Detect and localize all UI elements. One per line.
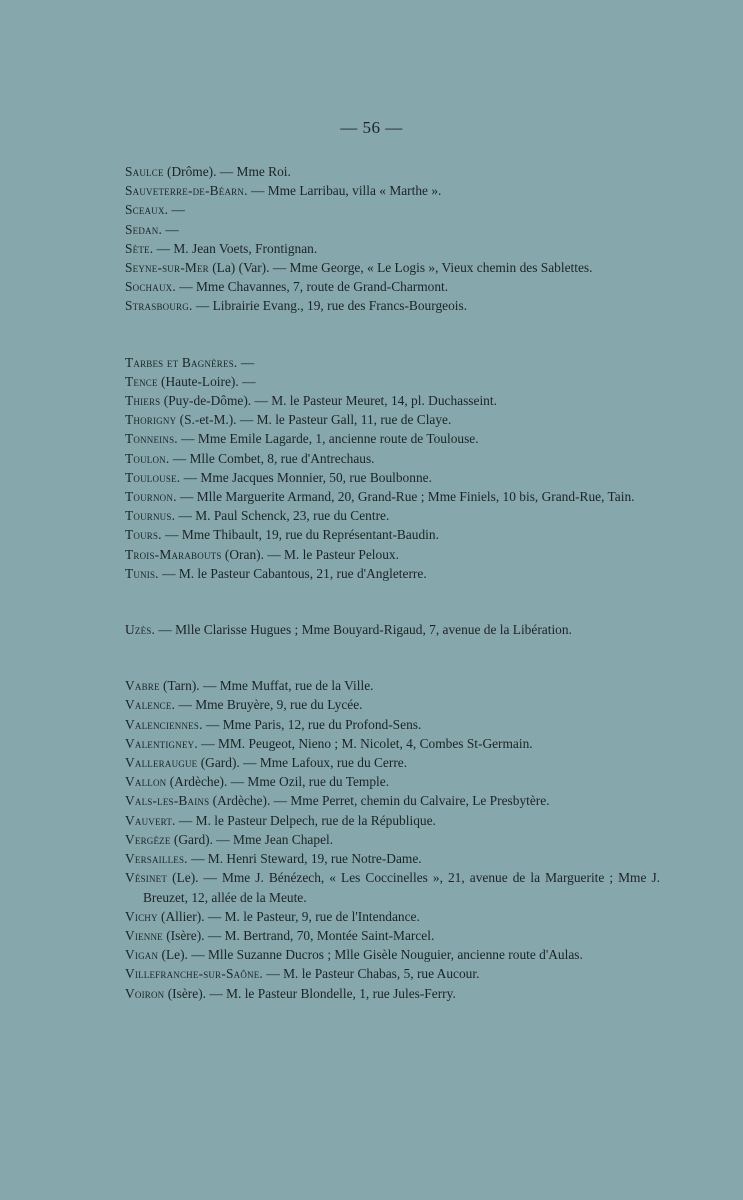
place-name: Sedan.	[125, 221, 162, 237]
directory-entry	[125, 162, 660, 181]
place-name: Valenciennes.	[125, 716, 203, 732]
place-name: Sète.	[125, 240, 154, 256]
directory-entry	[125, 468, 660, 487]
place-name: Vienne	[125, 927, 163, 943]
place-name: Thiers	[125, 393, 161, 409]
place-name: Valleraugue	[125, 755, 198, 771]
directory-entry	[125, 506, 660, 525]
place-name: Tonneins.	[125, 431, 178, 447]
contact-details: —	[168, 202, 185, 218]
place-name: Uzès.	[125, 622, 156, 638]
place-name: Valentigney.	[125, 735, 198, 751]
contact-details: (Ardèche). — Mme Ozil, rue du Temple.	[166, 774, 390, 790]
contact-details: —	[237, 354, 255, 370]
contact-details: — Mme Thibault, 19, rue du Représentant-Baudin.	[161, 527, 439, 543]
contact-details: — M. Henri Steward, 19, rue Notre-Dame.	[187, 851, 422, 867]
place-name: Tunis.	[125, 565, 159, 581]
contact-details: (Allier). — M. le Pasteur, 9, rue de l'Intendance.	[157, 908, 420, 924]
directory-entry	[125, 353, 660, 372]
place-name: Tence	[125, 373, 158, 389]
directory-entry	[125, 620, 660, 639]
directory-entry	[125, 791, 660, 810]
directory-entry	[125, 564, 660, 583]
contact-details: — Mme Larribau, villa « Marthe ».	[247, 183, 442, 199]
directory-entry	[125, 676, 660, 695]
place-name: Seyne-sur-Mer	[125, 260, 209, 276]
contact-details: (Gard). — Mme Jean Chapel.	[170, 831, 334, 847]
directory-entry	[125, 753, 660, 772]
place-name: Vergèze	[125, 831, 171, 847]
contact-details: (Isère). — M. Bertrand, 70, Montée Saint-Marcel.	[162, 927, 435, 943]
place-name: Sauveterre-de-Béarn.	[125, 183, 248, 199]
contact-details: — Mme Paris, 12, rue du Profond-Sens.	[202, 716, 422, 732]
directory-entry	[125, 372, 660, 391]
directory-entry	[125, 849, 660, 868]
directory-entry	[125, 200, 660, 219]
directory-entry	[125, 984, 660, 1003]
contact-details: —	[162, 221, 179, 237]
contact-details: — M. Paul Schenck, 23, rue du Centre.	[175, 508, 390, 524]
contact-details: (Ardèche). — Mme Perret, chemin du Calvaire, Le Presbytère.	[209, 793, 550, 809]
contact-details: (Le). — Mlle Suzanne Ducros ; Mlle Gisèle Nouguier, ancienne route d'Aulas.	[158, 947, 583, 963]
address-directory	[125, 162, 660, 1040]
place-name: Voiron	[125, 985, 165, 1001]
directory-entry	[125, 964, 660, 983]
place-name: Trois-Marabouts	[125, 546, 222, 562]
directory-entry	[125, 945, 660, 964]
directory-entry	[125, 772, 660, 791]
directory-entry	[125, 734, 660, 753]
contact-details: (Le). — Mme J. Bénézech, « Les Coccinelles », 21, avenue de la Marguerite ; Mme J. Breuzet, 12, allée de la Meute.	[143, 870, 660, 905]
contact-details: (Gard). — Mme Lafoux, rue du Cerre.	[197, 755, 408, 771]
place-name: Saulce	[125, 164, 164, 179]
directory-entry	[125, 181, 660, 200]
contact-details: — Mlle Marguerite Armand, 20, Grand-Rue ; Mme Finiels, 10 bis, Grand-Rue, Tain.	[176, 489, 635, 505]
place-name: Tarbes et Bagnères.	[125, 354, 238, 370]
place-name: Vésinet	[125, 870, 168, 886]
place-name: Thorigny	[125, 412, 177, 428]
contact-details: — Mlle Combet, 8, rue d'Antrechaus.	[169, 450, 375, 466]
directory-section	[125, 620, 660, 639]
place-name: Vabre	[125, 678, 160, 694]
place-name: Strasbourg.	[125, 298, 193, 314]
place-name: Vals-les-Bains	[125, 793, 210, 809]
place-name: Valence.	[125, 697, 176, 713]
directory-entry	[125, 926, 660, 945]
place-name: Vauvert.	[125, 812, 176, 828]
place-name: Vichy	[125, 908, 158, 924]
place-name: Toulouse.	[125, 469, 181, 485]
contact-details: — M. le Pasteur Chabas, 5, rue Aucour.	[263, 966, 480, 982]
contact-details: — Mme Jacques Monnier, 50, rue Boulbonne.	[180, 469, 432, 485]
contact-details: — M. le Pasteur Cabantous, 21, rue d'Angleterre.	[158, 565, 427, 581]
place-name: Toulon.	[125, 450, 170, 466]
contact-details: — Mme Bruyère, 9, rue du Lycée.	[175, 697, 363, 713]
place-name: Tournus.	[125, 508, 176, 524]
directory-entry	[125, 220, 660, 239]
contact-details: (Oran). — M. le Pasteur Peloux.	[221, 546, 399, 562]
place-name: Sceaux.	[125, 202, 169, 218]
directory-entry	[125, 391, 660, 410]
directory-section	[125, 353, 660, 583]
contact-details: (S.-et-M.). — M. le Pasteur Gall, 11, rue de Claye.	[176, 412, 452, 428]
directory-entry	[125, 811, 660, 830]
directory-section	[125, 162, 660, 316]
directory-entry	[125, 258, 660, 277]
contact-details: — MM. Peugeot, Nieno ; M. Nicolet, 4, Combes St-Germain.	[197, 735, 533, 751]
directory-section	[125, 676, 660, 1002]
contact-details: (Puy-de-Dôme). — M. le Pasteur Meuret, 14, pl. Duchasseint.	[160, 393, 497, 409]
directory-entry	[125, 429, 660, 448]
place-name: Sochaux.	[125, 279, 176, 295]
contact-details: — Mme Emile Lagarde, 1, ancienne route de Toulouse.	[177, 431, 479, 447]
place-name: Vallon	[125, 774, 167, 790]
directory-entry	[125, 907, 660, 926]
directory-entry	[125, 525, 660, 544]
directory-entry	[125, 449, 660, 468]
contact-details: — Librairie Evang., 19, rue des Francs-Bourgeois.	[192, 298, 468, 314]
contact-details: (Drôme). — Mme Roi.	[163, 164, 291, 179]
page-number: — 56 —	[340, 118, 403, 137]
place-name: Versailles.	[125, 851, 188, 867]
contact-details: (Haute-Loire). —	[157, 373, 256, 389]
place-name: Tournon.	[125, 489, 177, 505]
contact-details: (Isère). — M. le Pasteur Blondelle, 1, rue Jules-Ferry.	[164, 985, 456, 1001]
directory-entry	[125, 715, 660, 734]
directory-entry	[125, 487, 660, 506]
contact-details: — Mme Chavannes, 7, route de Grand-Charmont.	[175, 279, 449, 295]
directory-entry	[125, 296, 660, 315]
contact-details: (Tarn). — Mme Muffat, rue de la Ville.	[159, 678, 374, 694]
place-name: Villefranche-sur-Saône.	[125, 966, 263, 982]
contact-details: — Mlle Clarisse Hugues ; Mme Bouyard-Rigaud, 7, avenue de la Libération.	[155, 622, 572, 638]
directory-entry	[125, 830, 660, 849]
place-name: Tours.	[125, 527, 162, 543]
directory-entry	[125, 410, 660, 429]
contact-details: (La) (Var). — Mme George, « Le Logis », Vieux chemin des Sablettes.	[208, 260, 593, 276]
place-name: Vigan	[125, 947, 159, 963]
directory-entry	[125, 868, 660, 906]
directory-entry	[125, 695, 660, 714]
contact-details: — M. le Pasteur Delpech, rue de la République.	[175, 812, 436, 828]
contact-details: — M. Jean Voets, Frontignan.	[153, 240, 318, 256]
directory-entry	[125, 545, 660, 564]
directory-entry	[125, 277, 660, 296]
directory-entry	[125, 239, 660, 258]
